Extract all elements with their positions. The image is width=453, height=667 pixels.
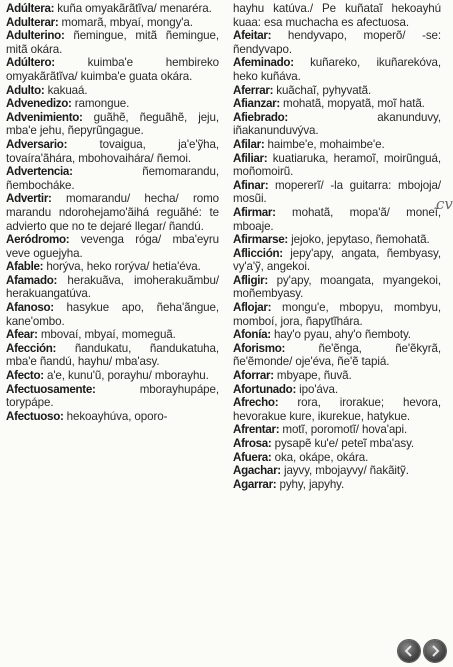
entry-headword: Afear: [6, 328, 38, 342]
entry-definition: ipo'áva. [296, 382, 338, 396]
entry-definition: mbyape, ñuvã. [273, 369, 352, 383]
entry-definition: tovaigua, ja'e'ỹha, tovaíra'ãhára, mbohovaihára/ ñemoi. [6, 137, 219, 165]
entry-definition: kakuaá. [44, 83, 88, 97]
entry-definition: ñe'ẽnga, ñe'ẽkyrã, ñe'ẽmonde/ oje'éva, ñe'ẽ tapiá. [233, 341, 441, 369]
entry-definition: kuimba'e hembireko omyakãrãtĩva/ kuimba'e guata okára. [6, 56, 219, 83]
entry-definition: mopererĩ/ -la guitarra: mbojoja/ mosũi. [233, 178, 441, 206]
entry-definition: ñemomarandu, ñembocháke. [6, 165, 219, 192]
entry-definition: hasykue apo, ñeha'ãngue, kane'ombo. [6, 301, 219, 328]
dictionary-entry [6, 56, 219, 83]
entry-definition: momarandu/ hecha/ romo marandu ndorohejamo'ãihá reguãhé: te advierto que no te dejaré llegar/ ñandú. [6, 192, 219, 233]
dictionary-entry [233, 138, 441, 152]
dictionary-entry [6, 260, 219, 274]
entry-headword: Afeitar: [233, 29, 272, 43]
dictionary-entry [6, 233, 219, 260]
dictionary-entry [233, 152, 441, 179]
entry-headword: Afable: [6, 260, 44, 274]
entry-definition: mborayhupápe, torypápe. [6, 382, 219, 410]
entry-definition: ñemingue, mitã ñemingue, mitã okára. [6, 29, 219, 56]
dictionary-entry [233, 29, 441, 56]
entry-headword: Afecto: [6, 369, 44, 383]
entry-headword: Agachar: [233, 464, 281, 478]
entry-headword: Afectuosamente: [6, 382, 96, 396]
entry-definition: mohatã, mopa'ã/ moneĩ, mboaje. [233, 205, 441, 233]
entry-definition: py'apy, moangata, myangekoi, moñembyasy. [233, 273, 441, 301]
entry-headword: Advertencia: [6, 165, 73, 179]
dictionary-entry [6, 301, 219, 328]
entry-definition: guãhẽ, ñeguãhẽ, jeju, mba'e jehu, ñepyrũngague. [6, 110, 219, 138]
dictionary-entry [6, 410, 219, 424]
dictionary-entry [6, 369, 219, 383]
dictionary-entry [6, 84, 219, 98]
dictionary-entry [233, 328, 441, 342]
dictionary-entry [6, 16, 219, 30]
dictionary-entry [6, 97, 219, 111]
entry-headword: Afirmarse: [233, 233, 288, 247]
entry-definition: kuñareko, ikuñarekóva, heko kuñáva. [233, 56, 441, 83]
entry-definition: kuãchaĩ, pyhyvatã. [273, 83, 372, 97]
entry-headword: Afuera: [233, 450, 272, 464]
dictionary-entry [233, 437, 441, 451]
entry-definition: motĩ, poromotĩ/ hova'api. [279, 423, 408, 437]
dictionary-entry [6, 274, 219, 301]
dictionary-entry [233, 342, 441, 369]
next-page-button[interactable] [424, 640, 446, 662]
left-column [6, 2, 219, 423]
entry-definition: kuña omyakãrãtĩva/ menaréra. [54, 2, 212, 15]
dictionary-entry [233, 56, 441, 83]
entry-definition: vevenga róga/ mba'eyru veve oguejyha. [6, 233, 219, 260]
dictionary-entry [233, 274, 441, 301]
dictionary-entry [6, 111, 219, 138]
dictionary-entry [6, 2, 219, 16]
entry-headword: Aflojar: [233, 301, 272, 315]
entry-headword: Afectuoso: [6, 409, 64, 423]
dictionary-entry [233, 396, 441, 423]
dictionary-entry [233, 464, 441, 478]
entry-definition: mongu'e, mbopyu, mombyu, momboí, jora, ñapytĩhára. [233, 301, 441, 328]
dictionary-entry [233, 206, 441, 233]
arrow-right-icon [428, 644, 442, 658]
entry-headword: Adulterino: [6, 29, 65, 43]
entry-headword: Advertir: [6, 192, 52, 206]
entry-definition: jepy'apy, angata, ñembyasy, vy'a'ỹ, angekoi. [233, 246, 441, 274]
entry-headword: Afrentar: [233, 423, 280, 437]
entry-definition: herakuãva, imoherakuãmbu/ herakuangatúva. [6, 273, 219, 301]
dictionary-entry [233, 97, 441, 111]
entry-headword: Adúltera: [6, 2, 55, 15]
dictionary-entry [6, 138, 219, 165]
dictionary-entry [233, 179, 441, 206]
dictionary-entry [6, 192, 219, 233]
entry-headword: Afrecho: [233, 396, 279, 410]
entry-definition: a'e, kunu'ũ, porayhu/ mborayhu. [43, 369, 209, 383]
entry-headword: Afilar: [233, 137, 265, 151]
entry-headword: Advenimiento: [6, 110, 83, 124]
entry-headword: Afianzar: [233, 97, 280, 111]
entry-definition: mohatã, mopyatã, moĩ hatã. [279, 97, 425, 111]
entry-definition: akanunduvy, iñakanunduvýva. [233, 110, 441, 138]
entry-definition: mbovaí, mbyaí, momeguã. [37, 328, 176, 342]
entry-headword: Adulterar: [6, 15, 59, 29]
entry-definition: hay'o pyau, ahy'o ñemboty. [270, 328, 411, 342]
entry-headword: Afanoso: [6, 301, 54, 315]
entry-definition: hayhu katúva./ Pe kuñataĩ hekoayhú kuaa: esa muchacha es afectuosa. [233, 2, 441, 29]
previous-page-button[interactable] [398, 640, 420, 662]
dictionary-entry [233, 369, 441, 383]
entry-headword: Aforrar: [233, 369, 274, 383]
dictionary-entry [233, 478, 441, 492]
entry-headword: Afortunado: [233, 382, 297, 396]
dictionary-entry [233, 301, 441, 328]
dictionary-entry [233, 423, 441, 437]
entry-headword: Agarrar: [233, 477, 277, 491]
entry-headword: Afeminado: [233, 56, 294, 70]
entry-headword: Aferrar: [233, 83, 274, 97]
dictionary-entry [233, 247, 441, 274]
dictionary-entry [233, 451, 441, 465]
entry-headword: Afinar: [233, 178, 269, 192]
dictionary-entry [6, 383, 219, 410]
dictionary-entry [6, 342, 219, 369]
entry-headword: Afrosa: [233, 437, 272, 450]
entry-headword: Afección: [6, 341, 57, 355]
dictionary-entry [233, 111, 441, 138]
entry-definition: rora, irorakue; hevora, hevorakue kure, ikurekue, hatykue. [233, 396, 441, 423]
entry-definition: jejoko, jepytaso, ñemohatã. [288, 233, 430, 247]
entry-headword: Afonía: [233, 328, 271, 342]
entry-definition: hekoayhúva, oporo- [63, 409, 168, 423]
dictionary-entry [233, 2, 441, 29]
entry-headword: Afamado: [6, 273, 58, 287]
entry-definition: horýva, heko rorýva/ hetia'éva. [43, 260, 201, 274]
entry-headword: Afiebrado: [233, 110, 288, 124]
dictionary-entry [6, 29, 219, 56]
entry-definition: ramongue. [71, 97, 130, 111]
entry-headword: Aeródromo: [6, 233, 70, 247]
entry-headword: Afligir: [233, 273, 268, 287]
entry-definition: jayvy, mbojayvy/ ñakãitỹ. [280, 464, 409, 478]
entry-headword: Adúltero: [6, 56, 55, 70]
right-column [233, 2, 441, 491]
entry-definition: haimbe'e, mohaimbe'e. [264, 137, 385, 151]
entry-definition: pyhy, japyhy. [276, 477, 345, 491]
entry-definition: hendyvapo, moperõ/ -se: ñendyvapo. [233, 29, 441, 56]
entry-headword: Aforismo: [233, 341, 286, 355]
entry-headword: Afirmar: [233, 205, 276, 219]
entry-headword: Advenedizo: [6, 97, 72, 111]
dictionary-entry [233, 84, 441, 98]
entry-definition: oka, okápe, okára. [271, 450, 369, 464]
arrow-left-icon [402, 644, 416, 658]
margin-annotation: cv [436, 195, 453, 213]
dictionary-entry [6, 165, 219, 192]
entry-definition: momarã, mbyaí, mongy'a. [58, 15, 193, 29]
entry-definition: pysapẽ ku'e/ peteĩ mba'asy. [271, 437, 415, 450]
entry-headword: Adulto: [6, 83, 45, 97]
entry-definition: kuatiaruka, heramoĩ, moirũnguá, moñomoirũ. [233, 151, 441, 179]
entry-headword: Afiliar: [233, 151, 268, 165]
dictionary-entry [233, 383, 441, 397]
entry-headword: Aflicción: [233, 246, 283, 260]
entry-definition: ñandukatu, ñandukatuha, mba'e ñandú, hayhu/ mba'asy. [6, 341, 219, 369]
dictionary-entry [233, 233, 441, 247]
entry-headword: Adversario: [6, 137, 68, 151]
dictionary-entry [6, 328, 219, 342]
